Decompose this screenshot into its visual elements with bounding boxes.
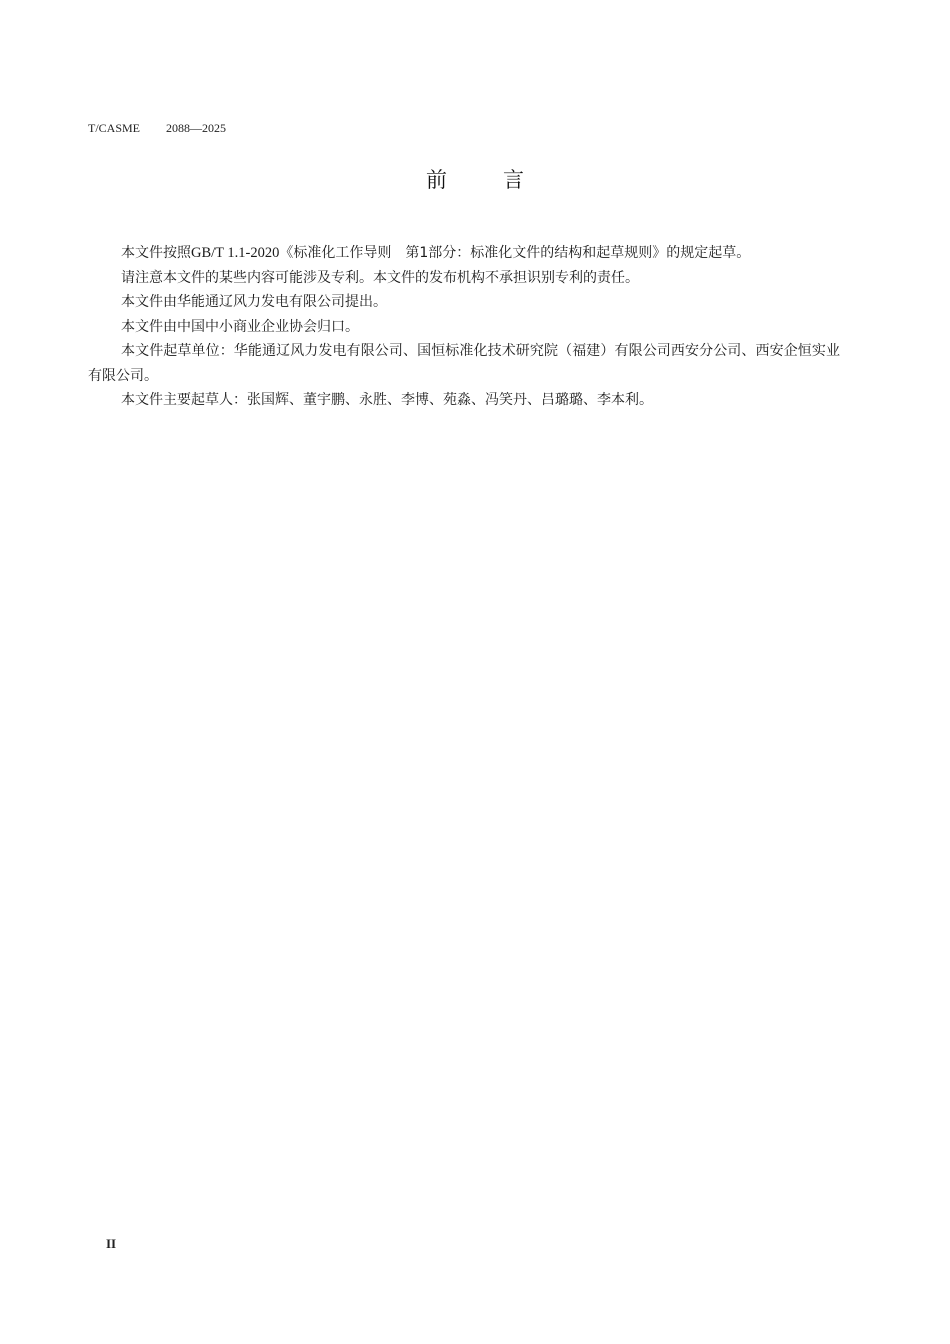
paragraph-centralized-unit: 本文件由中国中小商业企业协会归口。 xyxy=(121,318,359,335)
page-number: II xyxy=(106,1236,117,1251)
org-code: T/CASME xyxy=(88,121,141,135)
paragraph-drafting-basis xyxy=(88,241,840,266)
page-title-char-2: 言 xyxy=(503,168,524,192)
doc-number: 2088—2025 xyxy=(166,121,227,135)
paragraph-text: 《标准化工作导则 第1部分：标准化文件的结构和起草规则》的规定起草。 xyxy=(279,245,751,261)
page-title-char-1: 前 xyxy=(426,168,447,192)
paragraph-drafters: 本文件主要起草人：张国辉、董宇鹏、永胜、李博、苑淼、冯笑丹、吕璐璐、李本利。 xyxy=(121,392,653,408)
paragraph-proposer: 本文件由华能通辽风力发电有限公司提出。 xyxy=(121,294,387,310)
document-code xyxy=(88,121,226,136)
paragraph-patent-notice: 请注意本文件的某些内容可能涉及专利。本文件的发布机构不承担识别专利的责任。 xyxy=(121,269,639,286)
standard-reference: GB/T 1.1-2020 xyxy=(191,245,280,261)
foreword-body xyxy=(88,241,840,413)
page-title xyxy=(0,164,950,194)
paragraph-drafting-units: 本文件起草单位：华能通辽风力发电有限公司、国恒标准化技术研究院（福建）有限公司西安分公司、西安企恒实业有限公司。 xyxy=(88,343,840,384)
paragraph-text: 本文件按照 xyxy=(121,245,191,261)
